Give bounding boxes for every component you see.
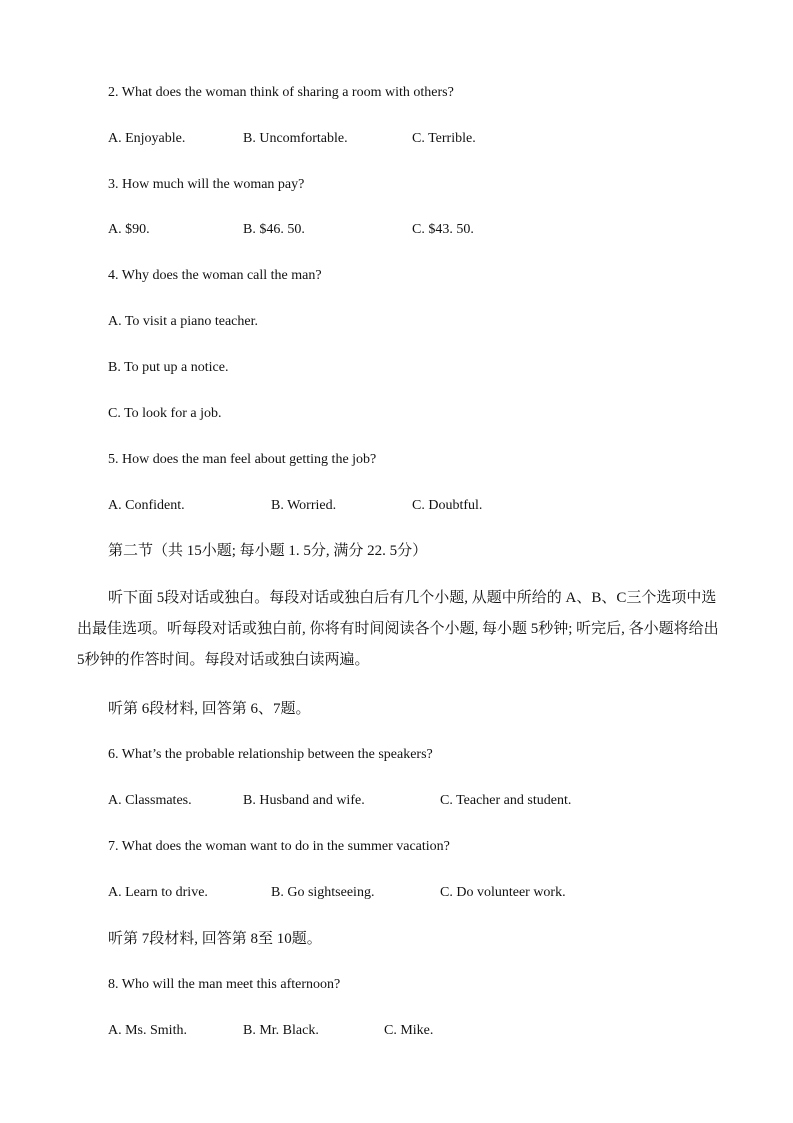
option-c: C. Terrible.	[412, 131, 476, 146]
section-2-instructions: 听下面 5段对话或独白。每段对话或独白后有几个小题, 从题中所给的 A、B、C三个选项中选出最佳选项。听每段对话或独白前, 你将有时间阅读各个小题, 每小题 5秒钟; 听完后, 各小题将给出 5秒钟的作答时间。每段对话或独白读两遍。	[77, 590, 719, 668]
option-a: A. $90.	[108, 222, 150, 237]
option-a: A. Learn to drive.	[108, 885, 208, 900]
option-b: B. $46. 50.	[243, 222, 305, 237]
question-8: 8. Who will the man meet this afternoon?	[108, 977, 341, 992]
option-b: B. Worried.	[271, 498, 337, 513]
question-5: 5. How does the man feel about getting the job?	[108, 452, 377, 467]
material-6-heading: 听第 6段材料, 回答第 6、7题。	[108, 701, 311, 717]
material-7-heading: 听第 7段材料, 回答第 8至 10题。	[108, 931, 322, 947]
option-c: C. Mike.	[384, 1023, 434, 1038]
question-4-option-b: B. To put up a notice.	[108, 360, 229, 375]
option-b: B. Mr. Black.	[243, 1023, 319, 1038]
question-6: 6. What’s the probable relationship between the speakers?	[108, 747, 433, 762]
question-4-option-c: C. To look for a job.	[108, 406, 222, 421]
question-2: 2. What does the woman think of sharing a room with others?	[108, 85, 454, 100]
option-a: A. Confident.	[108, 498, 185, 513]
section-2-heading: 第二节（共 15小题; 每小题 1. 5分, 满分 22. 5分）	[108, 543, 428, 559]
option-c: C. Teacher and student.	[440, 793, 572, 808]
question-4-option-a: A. To visit a piano teacher.	[108, 314, 259, 329]
option-a: A. Classmates.	[108, 793, 192, 808]
option-c: C. Doubtful.	[412, 498, 483, 513]
question-3: 3. How much will the woman pay?	[108, 177, 305, 192]
option-a: A. Enjoyable.	[108, 131, 186, 146]
option-b: B. Husband and wife.	[243, 793, 365, 808]
option-a: A. Ms. Smith.	[108, 1023, 187, 1038]
option-b: B. Uncomfortable.	[243, 131, 348, 146]
option-b: B. Go sightseeing.	[271, 885, 375, 900]
option-c: C. $43. 50.	[412, 222, 474, 237]
question-7: 7. What does the woman want to do in the summer vacation?	[108, 839, 450, 854]
option-c: C. Do volunteer work.	[440, 885, 566, 900]
question-4: 4. Why does the woman call the man?	[108, 268, 322, 283]
